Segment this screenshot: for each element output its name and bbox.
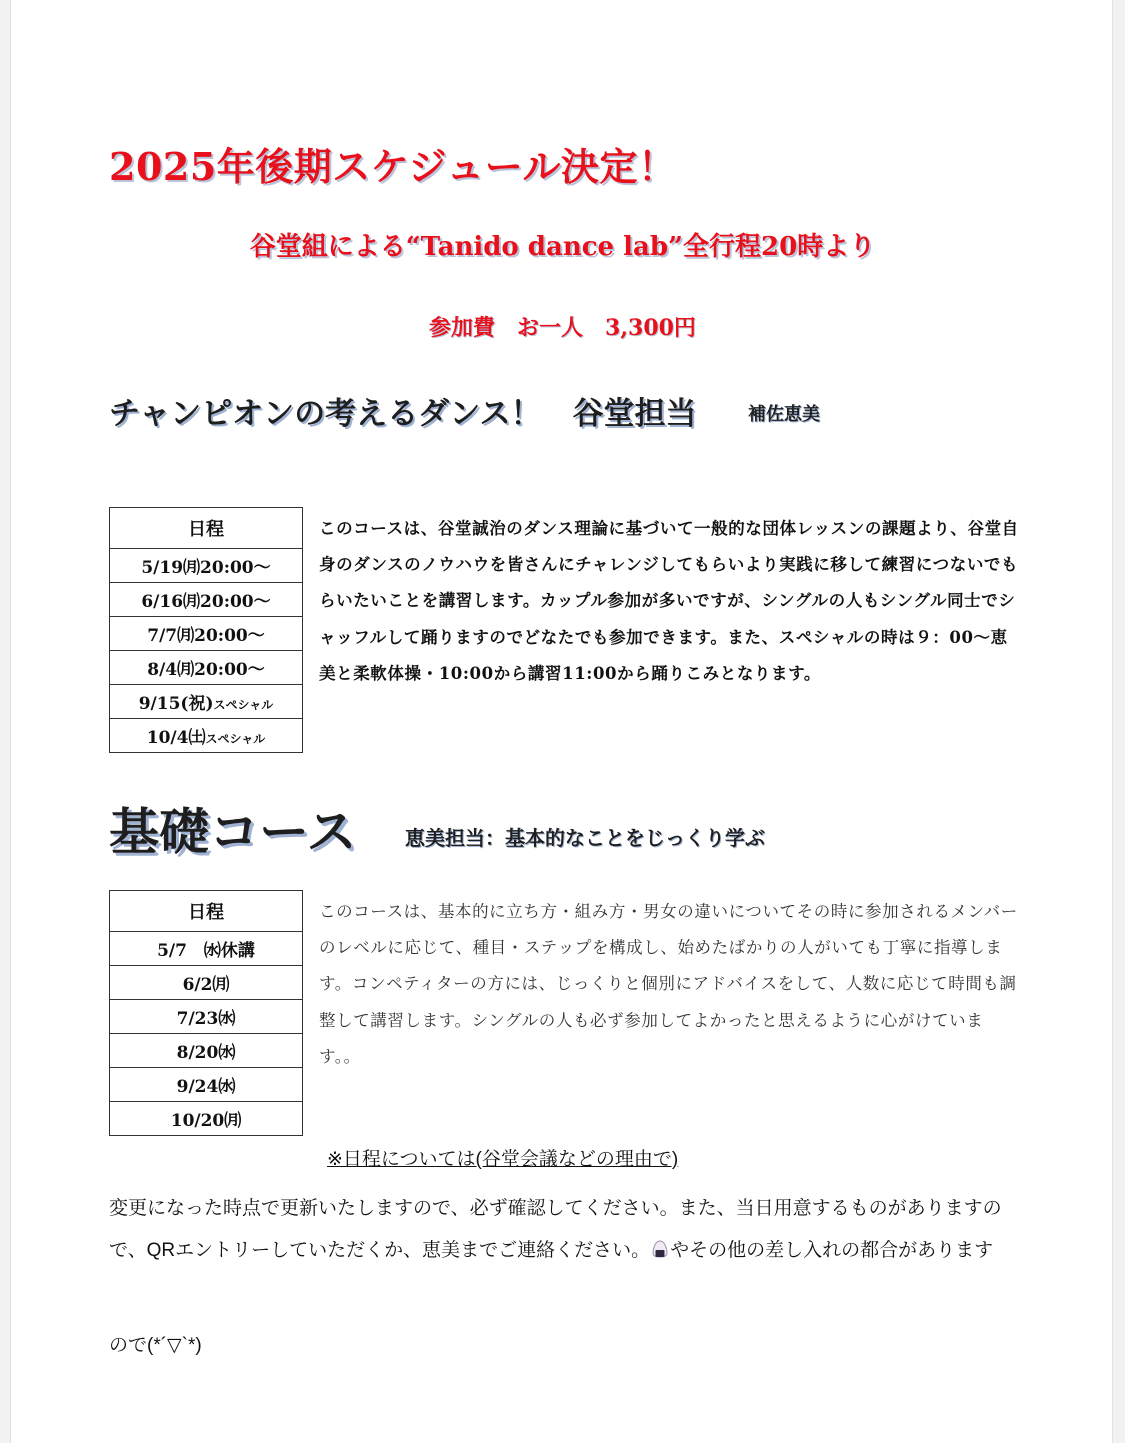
basic-course-heading: 基礎コース (109, 802, 357, 861)
footer-ending: ので(*´▽`*) (109, 1335, 202, 1356)
table-row (110, 1102, 303, 1136)
schedule-date: 8/4㈪20:00〜 (147, 660, 265, 680)
page-title: 2025年後期スケジュール決定！ (109, 144, 677, 189)
footer-body (109, 1188, 1019, 1272)
table-row (110, 617, 303, 651)
schedule-note: スペシャル (205, 732, 266, 746)
schedule-date: 7/7㈪20:00〜 (147, 626, 265, 646)
table-row (110, 1000, 303, 1034)
schedule-date: 10/4㈯ (146, 728, 206, 748)
document-page (10, 0, 1113, 1443)
footer-body-text: 変更になった時点で更新いたしますので、必ず確認してください。また、当日用意するものがありますので、QRエントリーしていただくか、恵美までご連絡ください。 (109, 1198, 1002, 1261)
basic-course-subheading: 恵美担当：基本的なことをじっくり学ぶ (405, 826, 765, 850)
page-subtitle: 谷堂組による“Tanido dance lab”全行程20時より (249, 232, 876, 262)
table-row (110, 966, 303, 1000)
table-row (110, 932, 303, 966)
table-row (110, 651, 303, 685)
table-row (110, 685, 303, 719)
champion-course-assistant: 補佐恵美 (748, 404, 820, 425)
schedule-header: 日程 (110, 891, 303, 932)
schedule-date: 10/20㈪ (110, 1102, 303, 1136)
schedule-date: 9/15(祝) (138, 694, 214, 714)
table-row (110, 549, 303, 583)
schedule-date: 7/23㈬ (110, 1000, 303, 1034)
champion-course-heading: チャンピオンの考えるダンス！ 谷堂担当 (109, 396, 697, 432)
champion-schedule-table (109, 507, 303, 753)
schedule-header: 日程 (110, 508, 303, 549)
basic-schedule-table (109, 890, 303, 1136)
basic-course-description: このコースは、基本的に立ち方・組み方・男女の違いについてその時に参加されるメンバーのレベルに応じて、種目・ステップを構成し、始めたばかりの人がいても丁寧に指導します。コンペティターの方には、じっくりと個別にアドバイスをして、人数に応じて時間も調整して講習します。シングルの人も必ず参加してよかったと思えるように心がけています。。 (319, 902, 1018, 1066)
table-row (110, 1034, 303, 1068)
footer-body-text-continued: やその他の差し入れの都合があります (670, 1240, 994, 1261)
table-row (110, 1068, 303, 1102)
schedule-date: 9/24㈬ (110, 1068, 303, 1102)
schedule-date: 6/2㈪ (110, 966, 303, 1000)
schedule-date: 6/16㈪20:00〜 (141, 592, 271, 612)
schedule-date: 5/7 ㈬休講 (110, 932, 303, 966)
table-row (110, 583, 303, 617)
schedule-date: 5/19㈪20:00〜 (141, 558, 271, 578)
schedule-note: スペシャル (213, 698, 274, 712)
schedule-change-note: ※日程については(谷堂会議などの理由で) (327, 1149, 679, 1170)
champion-course-description: このコースは、谷堂誠治のダンス理論に基づいて一般的な団体レッスンの課題より、谷堂自身のダンスのノウハウを皆さんにチャレンジしてもらいより実践に移して練習につないでもらいたいことを講習します。カップル参加が多いですが、シングルの人もシングル同士でシャッフルして踊りますのでどなたでも参加できます。また、スペシャルの時は９：00〜恵美と柔軟体操・10:00から講習11:00から踊りこみとなります。 (319, 519, 1019, 683)
rice-ball-icon (652, 1232, 668, 1250)
table-row (110, 719, 303, 753)
participation-fee: 参加費 お一人 3,300円 (429, 315, 696, 341)
schedule-date: 8/20㈬ (110, 1034, 303, 1068)
